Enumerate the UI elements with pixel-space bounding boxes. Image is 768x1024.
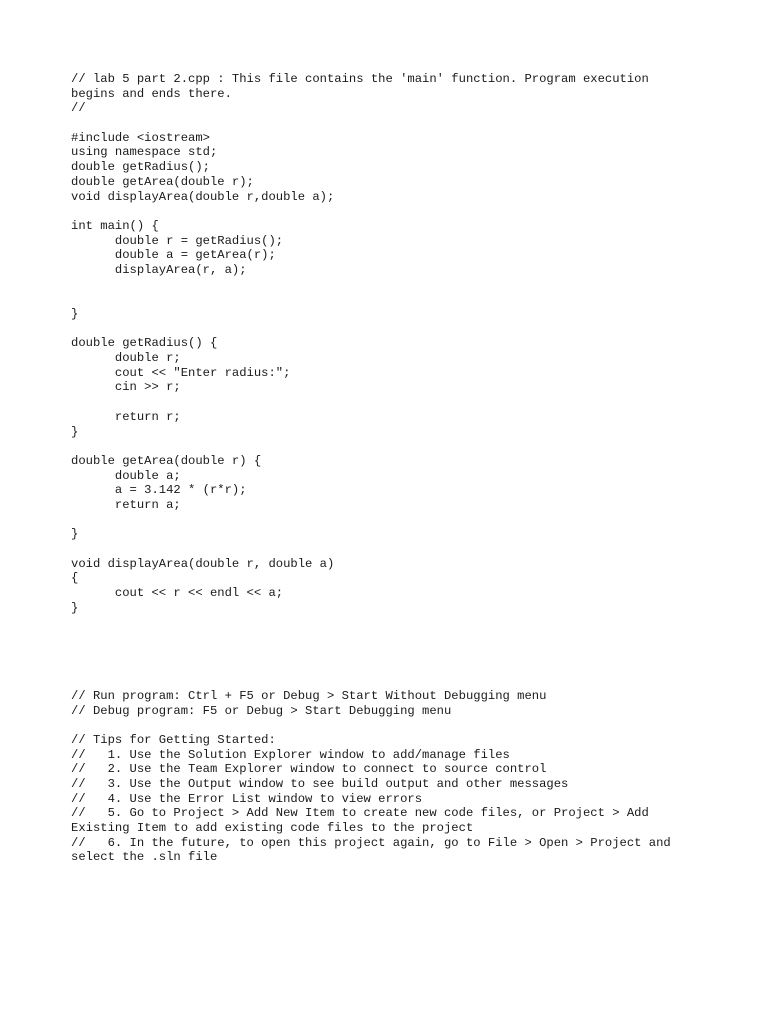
code-line: void displayArea(double r,double a); <box>71 189 335 204</box>
code-line <box>71 204 711 219</box>
code-line: double r; <box>71 351 181 366</box>
source-code-listing <box>71 72 711 865</box>
code-line: void displayArea(double r, double a) <box>71 556 335 571</box>
code-line: // lab 5 part 2.cpp : This file contains the 'main' function. Program execution <box>71 72 649 86</box>
code-line: // Tips for Getting Started: <box>71 732 276 747</box>
code-line: // Run program: Ctrl + F5 or Debug > Start Without Debugging menu <box>71 688 547 703</box>
code-line: // 4. Use the Error List window to view errors <box>71 791 423 806</box>
code-line <box>71 513 711 528</box>
code-line <box>71 322 711 337</box>
code-line <box>71 674 711 689</box>
code-line: double getArea(double r); <box>71 174 254 189</box>
code-line: // 5. Go to Project > Add New Item to create new code files, or Project > Add <box>71 806 649 821</box>
code-line <box>71 718 711 733</box>
code-line: } <box>71 307 79 321</box>
code-line: cin >> r; <box>71 380 181 395</box>
code-line: } <box>71 424 79 439</box>
code-line: using namespace std; <box>71 145 218 160</box>
code-line: } <box>71 600 79 615</box>
code-line: double a; <box>71 468 181 483</box>
code-line: // 2. Use the Team Explorer window to connect to source control <box>71 762 547 777</box>
code-line: double getArea(double r) { <box>71 453 262 468</box>
code-line <box>71 439 711 454</box>
code-line: return r; <box>71 409 181 424</box>
code-line <box>71 116 711 131</box>
code-line: int main() { <box>71 218 159 233</box>
code-line: cout << "Enter radius:"; <box>71 365 291 380</box>
code-line <box>71 630 711 645</box>
code-line: // 6. In the future, to open this project again, go to File > Open > Project and <box>71 835 671 850</box>
code-line: double a = getArea(r); <box>71 248 276 263</box>
code-line: begins and ends there. <box>71 86 232 101</box>
code-line: double getRadius() { <box>71 336 218 351</box>
code-line: double getRadius(); <box>71 160 210 175</box>
code-line <box>71 278 711 293</box>
code-line <box>71 660 711 675</box>
code-line <box>71 395 711 410</box>
code-line: } <box>71 527 79 542</box>
code-line <box>71 615 711 630</box>
code-line: select the .sln file <box>71 850 218 865</box>
code-line: // 3. Use the Output window to see build output and other messages <box>71 777 569 791</box>
code-line: return a; <box>71 497 181 512</box>
code-line: // 1. Use the Solution Explorer window to add/manage files <box>71 747 510 762</box>
code-line <box>71 542 711 557</box>
code-line <box>71 645 711 660</box>
code-line: #include <iostream> <box>71 130 210 145</box>
code-line: displayArea(r, a); <box>71 262 247 277</box>
code-line: Existing Item to add existing code files to the project <box>71 821 474 836</box>
code-line: double r = getRadius(); <box>71 233 284 248</box>
code-line <box>71 292 711 307</box>
code-line: a = 3.142 * (r*r); <box>71 483 247 498</box>
code-line: { <box>71 571 79 586</box>
code-line: cout << r << endl << a; <box>71 586 284 601</box>
code-line: // <box>71 101 86 116</box>
code-line: // Debug program: F5 or Debug > Start Debugging menu <box>71 703 452 718</box>
